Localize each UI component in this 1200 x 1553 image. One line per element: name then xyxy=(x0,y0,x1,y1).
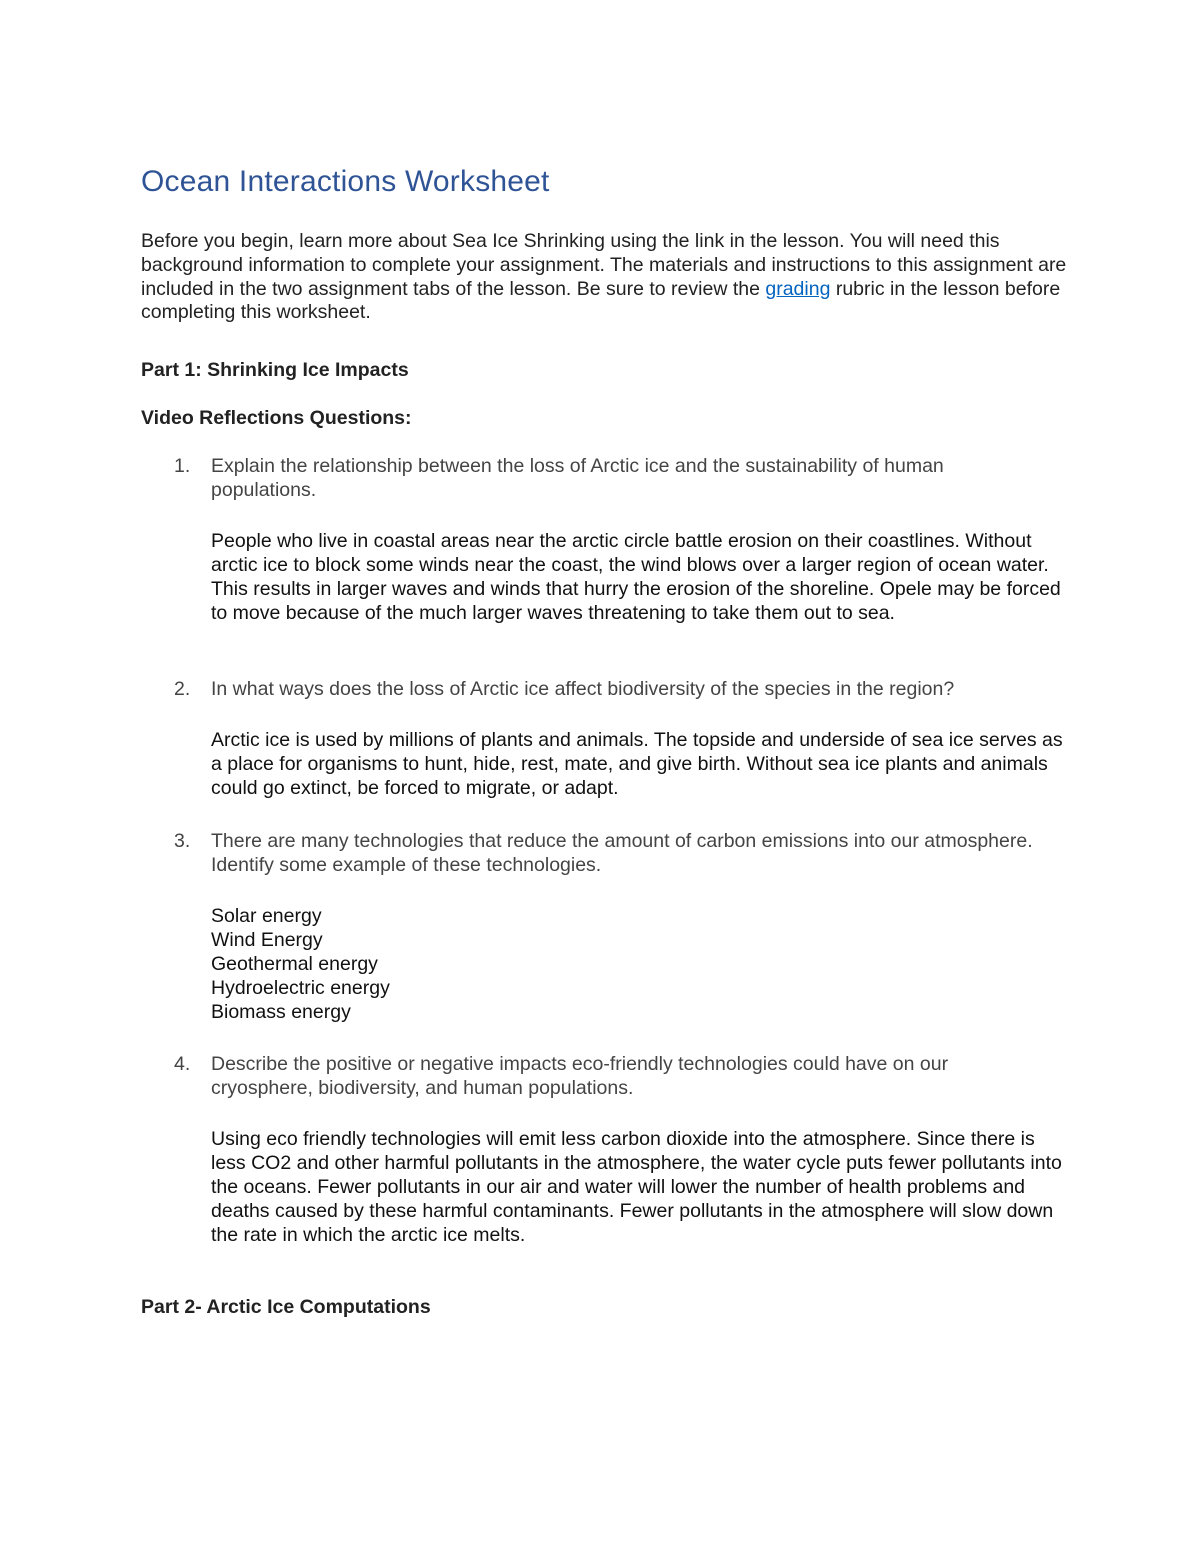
list-item: Biomass energy xyxy=(211,1000,351,1023)
video-questions-heading xyxy=(141,406,412,430)
question-2-number: 2. xyxy=(174,678,191,700)
question-3-text: There are many technologies that reduce the amount of carbon emissions into our atmosphere. Identify some example of these technologies. xyxy=(211,830,1033,876)
question-2-text: In what ways does the loss of Arctic ice affect biodiversity of the species in the region? xyxy=(211,678,955,700)
intro-text-after-link: rubric in the lesson before completing this worksheet. xyxy=(141,277,1061,324)
intro-text-before-link: Before you begin, learn more about Sea Ice Shrinking using the link in the lesson. You will need this background information to complete your assignment. The materials and instructions to this assignment are included in the two assignment tabs of the lesson. Be sure to review the xyxy=(141,230,1067,300)
list-item: Hydroelectric energy xyxy=(211,976,390,999)
answer-1-text: People who live in coastal areas near the arctic circle battle erosion on their coastlines. Without arctic ice to block some winds near the coast, the wind blows over a larger region of ocean water. This results in larger waves and winds that hurry the erosion of the shoreline. Opele may be forced to move because of the much larger waves threatening to take them out to sea. xyxy=(211,530,1061,624)
list-item: Wind Energy xyxy=(211,928,323,951)
part2-heading xyxy=(141,1295,431,1319)
question-1-text: Explain the relationship between the loss of Arctic ice and the sustainability of human populations. xyxy=(211,455,944,501)
question-4-text: Describe the positive or negative impacts eco-friendly technologies could have on our cryosphere, biodiversity, and human populations. xyxy=(211,1053,949,1099)
answer-2-text: Arctic ice is used by millions of plants and animals. The topside and underside of sea ice serves as a place for organisms to hunt, hide, rest, mate, and give birth. Without sea ice plants and animals could go extinct, be forced to migrate, or adapt. xyxy=(211,729,1063,799)
question-4-number: 4. xyxy=(174,1053,191,1075)
part1-heading xyxy=(141,358,409,382)
list-item: Geothermal energy xyxy=(211,952,378,975)
answer-4-text: Using eco friendly technologies will emit less carbon dioxide into the atmosphere. Since there is less CO2 and other harmful pollutants in the atmosphere, the water cycle puts fewer pollutants into the oceans. Fewer pollutants in our air and water will lower the number of health problems and deaths caused by these harmful contaminants. Fewer pollutants in the atmosphere will slow down the rate in which the arctic ice melts. xyxy=(211,1128,1062,1246)
part1-label: Part 1: xyxy=(141,359,202,381)
part1-title: Shrinking Ice Impacts xyxy=(201,359,409,381)
video-questions-heading-text: Video Reflections Questions: xyxy=(141,407,412,429)
answer-3-list xyxy=(211,905,390,1025)
part2-title: Part 2- Arctic Ice Computations xyxy=(141,1296,431,1318)
intro-paragraph xyxy=(141,230,1071,325)
question-3-number: 3. xyxy=(174,830,191,852)
question-1-number: 1. xyxy=(174,455,191,477)
list-item: Solar energy xyxy=(211,905,322,927)
grading-link[interactable]: grading xyxy=(765,277,831,300)
page-title: Ocean Interactions Worksheet xyxy=(141,165,550,198)
